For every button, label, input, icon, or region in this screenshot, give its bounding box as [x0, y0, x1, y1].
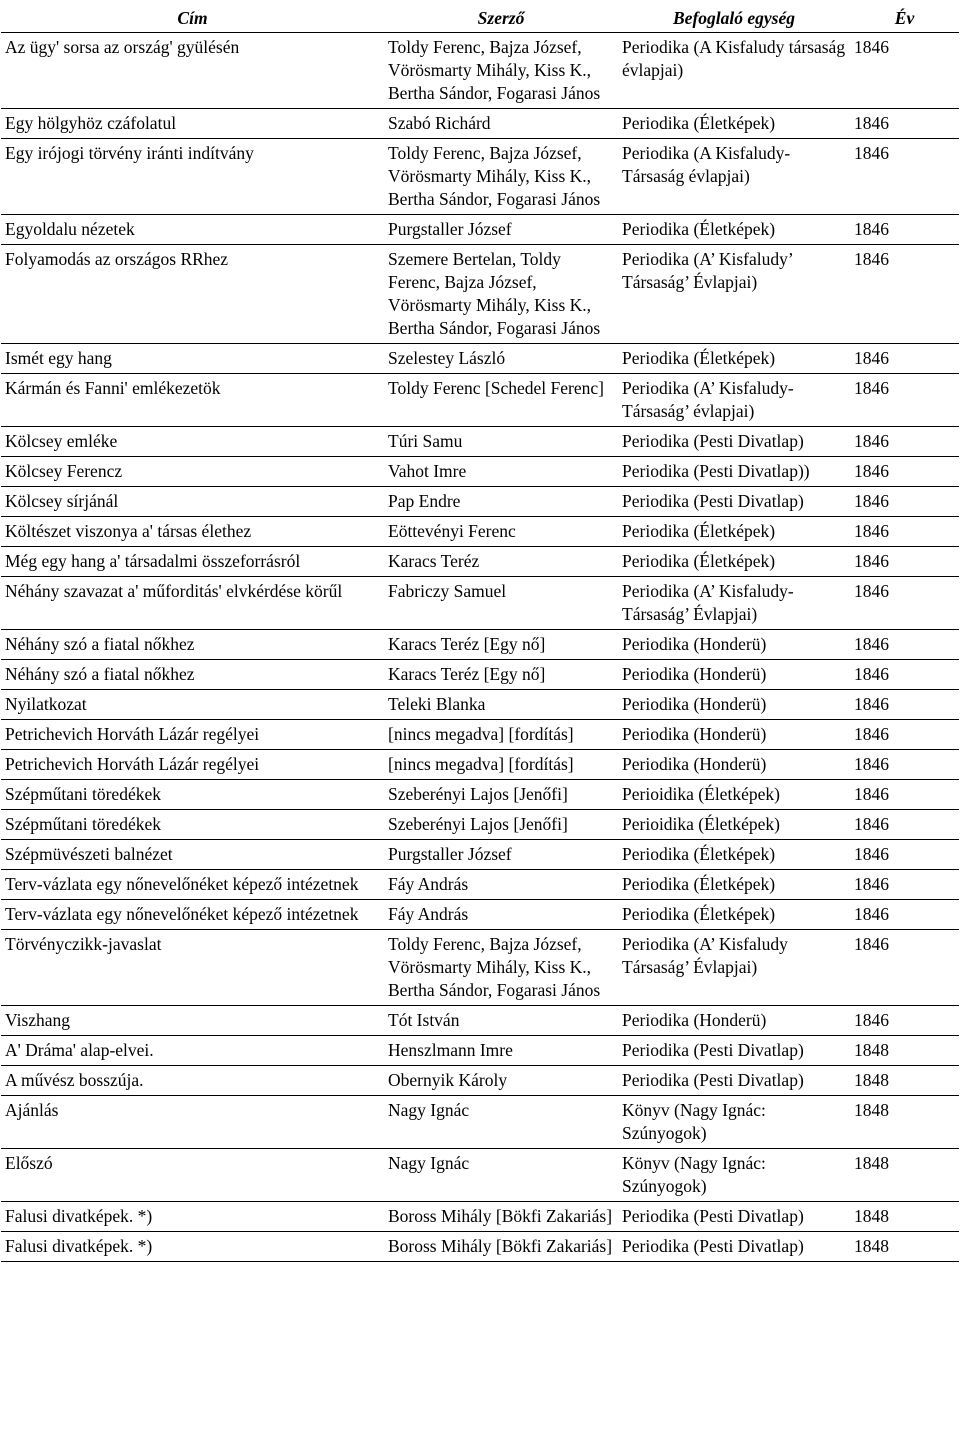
table-row	[1, 487, 959, 517]
table-row	[1, 900, 959, 930]
header-title: Cím	[1, 4, 384, 33]
cell-year: 1846	[850, 517, 959, 547]
cell-title: Terv-vázlata egy nőnevelőnéket képező intézetnek	[1, 870, 384, 900]
cell-source: Periodika (A’ Kisfaludy Társaság’ Évlapjai)	[618, 930, 850, 1006]
cell-title: Nyilatkozat	[1, 690, 384, 720]
table-row	[1, 245, 959, 344]
cell-source: Periodika (Pesti Divatlap)	[618, 1066, 850, 1096]
table-body	[1, 33, 959, 1262]
table-row	[1, 1066, 959, 1096]
cell-year: 1846	[850, 780, 959, 810]
table-row	[1, 870, 959, 900]
cell-year: 1846	[850, 139, 959, 215]
cell-source: Perioidika (Életképek)	[618, 780, 850, 810]
table-row	[1, 630, 959, 660]
cell-year: 1846	[850, 245, 959, 344]
table-row	[1, 374, 959, 427]
table-row	[1, 1149, 959, 1202]
cell-author: Nagy Ignác	[384, 1096, 618, 1149]
cell-title: Előszó	[1, 1149, 384, 1202]
cell-title: Még egy hang a' társadalmi összeforrásról	[1, 547, 384, 577]
cell-year: 1848	[850, 1036, 959, 1066]
cell-year: 1846	[850, 427, 959, 457]
table-row	[1, 720, 959, 750]
cell-author: Szelestey László	[384, 344, 618, 374]
cell-source: Periodika (Pesti Divatlap)	[618, 487, 850, 517]
cell-author: [nincs megadva] [fordítás]	[384, 720, 618, 750]
cell-author: Szeberényi Lajos [Jenőfi]	[384, 810, 618, 840]
table-row	[1, 517, 959, 547]
cell-source: Periodika (Pesti Divatlap))	[618, 457, 850, 487]
cell-title: Viszhang	[1, 1006, 384, 1036]
cell-source: Periodika (Életképek)	[618, 344, 850, 374]
cell-title: Egy irójogi törvény iránti indítvány	[1, 139, 384, 215]
cell-source: Periodika (A’ Kisfaludy-Társaság’ Évlapjai)	[618, 577, 850, 630]
table-row	[1, 810, 959, 840]
table-row	[1, 690, 959, 720]
cell-author: Karacs Teréz [Egy nő]	[384, 660, 618, 690]
cell-year: 1846	[850, 720, 959, 750]
cell-year: 1846	[850, 810, 959, 840]
cell-source: Periodika (A’ Kisfaludy’ Társaság’ Évlapjai)	[618, 245, 850, 344]
cell-title: Falusi divatképek. *)	[1, 1232, 384, 1262]
cell-title: Törvényczikk-javaslat	[1, 930, 384, 1006]
cell-source: Periodika (Életképek)	[618, 215, 850, 245]
cell-author: Toldy Ferenc, Bajza József, Vörösmarty Mihály, Kiss K., Bertha Sándor, Fogarasi János	[384, 930, 618, 1006]
cell-author: Toldy Ferenc, Bajza József, Vörösmarty Mihály, Kiss K., Bertha Sándor, Fogarasi János	[384, 139, 618, 215]
cell-source: Periodika (Életképek)	[618, 900, 850, 930]
table-row	[1, 660, 959, 690]
cell-source: Periodika (Életképek)	[618, 870, 850, 900]
header-source: Befoglaló egység	[618, 4, 850, 33]
table-row	[1, 457, 959, 487]
cell-source: Könyv (Nagy Ignác: Szúnyogok)	[618, 1096, 850, 1149]
table-row	[1, 1202, 959, 1232]
header-author: Szerző	[384, 4, 618, 33]
cell-source: Periodika (A’ Kisfaludy-Társaság’ évlapjai)	[618, 374, 850, 427]
cell-title: Falusi divatképek. *)	[1, 1202, 384, 1232]
cell-author: Pap Endre	[384, 487, 618, 517]
cell-year: 1846	[850, 900, 959, 930]
cell-author: Szeberényi Lajos [Jenőfi]	[384, 780, 618, 810]
cell-year: 1846	[850, 1006, 959, 1036]
table-row	[1, 1036, 959, 1066]
cell-year: 1846	[850, 33, 959, 109]
cell-year: 1846	[850, 690, 959, 720]
table-row	[1, 344, 959, 374]
cell-source: Periodika (A Kisfaludy társaság évlapjai)	[618, 33, 850, 109]
cell-source: Periodika (Életképek)	[618, 517, 850, 547]
cell-author: Fáy András	[384, 900, 618, 930]
cell-year: 1846	[850, 547, 959, 577]
cell-title: Egy hölgyhöz czáfolatul	[1, 109, 384, 139]
cell-source: Periodika (Honderü)	[618, 690, 850, 720]
cell-title: Kölcsey Ferencz	[1, 457, 384, 487]
cell-title: Néhány szó a fiatal nőkhez	[1, 630, 384, 660]
cell-author: Henszlmann Imre	[384, 1036, 618, 1066]
cell-title: A' Dráma' alap-elvei.	[1, 1036, 384, 1066]
cell-title: Költészet viszonya a' társas élethez	[1, 517, 384, 547]
cell-year: 1848	[850, 1149, 959, 1202]
cell-author: Fáy András	[384, 870, 618, 900]
cell-year: 1848	[850, 1066, 959, 1096]
cell-author: Szemere Bertelan, Toldy Ferenc, Bajza József, Vörösmarty Mihály, Kiss K., Bertha Sándor, Fogarasi János	[384, 245, 618, 344]
cell-author: [nincs megadva] [fordítás]	[384, 750, 618, 780]
cell-title: A művész bosszúja.	[1, 1066, 384, 1096]
cell-author: Purgstaller József	[384, 840, 618, 870]
cell-title: Szépműtani töredékek	[1, 780, 384, 810]
cell-title: Terv-vázlata egy nőnevelőnéket képező intézetnek	[1, 900, 384, 930]
cell-author: Karacs Teréz	[384, 547, 618, 577]
cell-author: Karacs Teréz [Egy nő]	[384, 630, 618, 660]
cell-year: 1846	[850, 840, 959, 870]
cell-author: Toldy Ferenc [Schedel Ferenc]	[384, 374, 618, 427]
cell-author: Túri Samu	[384, 427, 618, 457]
cell-year: 1846	[850, 344, 959, 374]
cell-author: Nagy Ignác	[384, 1149, 618, 1202]
cell-author: Boross Mihály [Bökfi Zakariás]	[384, 1202, 618, 1232]
cell-title: Néhány szó a fiatal nőkhez	[1, 660, 384, 690]
table-row	[1, 1096, 959, 1149]
cell-title: Petrichevich Horváth Lázár regélyei	[1, 750, 384, 780]
cell-year: 1848	[850, 1232, 959, 1262]
table-row	[1, 780, 959, 810]
cell-author: Obernyik Károly	[384, 1066, 618, 1096]
cell-year: 1846	[850, 215, 959, 245]
cell-year: 1846	[850, 630, 959, 660]
table-row	[1, 930, 959, 1006]
cell-source: Periodika (Honderü)	[618, 660, 850, 690]
table-row	[1, 427, 959, 457]
table-row	[1, 750, 959, 780]
cell-source: Periodika (Honderü)	[618, 630, 850, 660]
cell-title: Kölcsey sírjánál	[1, 487, 384, 517]
table-row	[1, 33, 959, 109]
cell-author: Purgstaller József	[384, 215, 618, 245]
cell-title: Szépmüvészeti balnézet	[1, 840, 384, 870]
cell-title: Az ügy' sorsa az ország' gyülésén	[1, 33, 384, 109]
cell-year: 1846	[850, 660, 959, 690]
cell-source: Periodika (Honderü)	[618, 1006, 850, 1036]
cell-title: Kölcsey emléke	[1, 427, 384, 457]
bibliography-table	[1, 4, 959, 1262]
cell-source: Periodika (Honderü)	[618, 750, 850, 780]
table-row	[1, 139, 959, 215]
table-row	[1, 109, 959, 139]
cell-source: Perioidika (Életképek)	[618, 810, 850, 840]
cell-author: Teleki Blanka	[384, 690, 618, 720]
cell-author: Tót István	[384, 1006, 618, 1036]
cell-year: 1846	[850, 457, 959, 487]
cell-title: Egyoldalu nézetek	[1, 215, 384, 245]
cell-year: 1848	[850, 1202, 959, 1232]
table-row	[1, 840, 959, 870]
table-row	[1, 1006, 959, 1036]
cell-author: Fabriczy Samuel	[384, 577, 618, 630]
cell-source: Periodika (Pesti Divatlap)	[618, 1202, 850, 1232]
cell-title: Petrichevich Horváth Lázár regélyei	[1, 720, 384, 750]
header-year: Év	[850, 4, 959, 33]
cell-author: Toldy Ferenc, Bajza József, Vörösmarty Mihály, Kiss K., Bertha Sándor, Fogarasi János	[384, 33, 618, 109]
cell-source: Periodika (Életképek)	[618, 109, 850, 139]
cell-title: Ajánlás	[1, 1096, 384, 1149]
cell-year: 1846	[850, 577, 959, 630]
cell-author: Eöttevényi Ferenc	[384, 517, 618, 547]
cell-year: 1846	[850, 109, 959, 139]
cell-source: Periodika (Életképek)	[618, 547, 850, 577]
table-header-row	[1, 4, 959, 33]
cell-title: Folyamodás az országos RRhez	[1, 245, 384, 344]
table-row	[1, 1232, 959, 1262]
table-row	[1, 577, 959, 630]
cell-author: Vahot Imre	[384, 457, 618, 487]
cell-source: Periodika (Életképek)	[618, 840, 850, 870]
cell-year: 1846	[850, 750, 959, 780]
cell-title: Szépműtani töredékek	[1, 810, 384, 840]
cell-source: Periodika (Pesti Divatlap)	[618, 427, 850, 457]
table-row	[1, 215, 959, 245]
cell-year: 1846	[850, 870, 959, 900]
table-row	[1, 547, 959, 577]
cell-source: Könyv (Nagy Ignác: Szúnyogok)	[618, 1149, 850, 1202]
cell-source: Periodika (Honderü)	[618, 720, 850, 750]
cell-year: 1848	[850, 1096, 959, 1149]
cell-title: Kármán és Fanni' emlékezetök	[1, 374, 384, 427]
cell-author: Szabó Richárd	[384, 109, 618, 139]
cell-year: 1846	[850, 930, 959, 1006]
cell-source: Periodika (Pesti Divatlap)	[618, 1036, 850, 1066]
cell-source: Periodika (A Kisfaludy-Társaság évlapjai)	[618, 139, 850, 215]
cell-year: 1846	[850, 374, 959, 427]
cell-source: Periodika (Pesti Divatlap)	[618, 1232, 850, 1262]
cell-title: Ismét egy hang	[1, 344, 384, 374]
cell-year: 1846	[850, 487, 959, 517]
cell-author: Boross Mihály [Bökfi Zakariás]	[384, 1232, 618, 1262]
cell-title: Néhány szavazat a' műforditás' elvkérdése körűl	[1, 577, 384, 630]
